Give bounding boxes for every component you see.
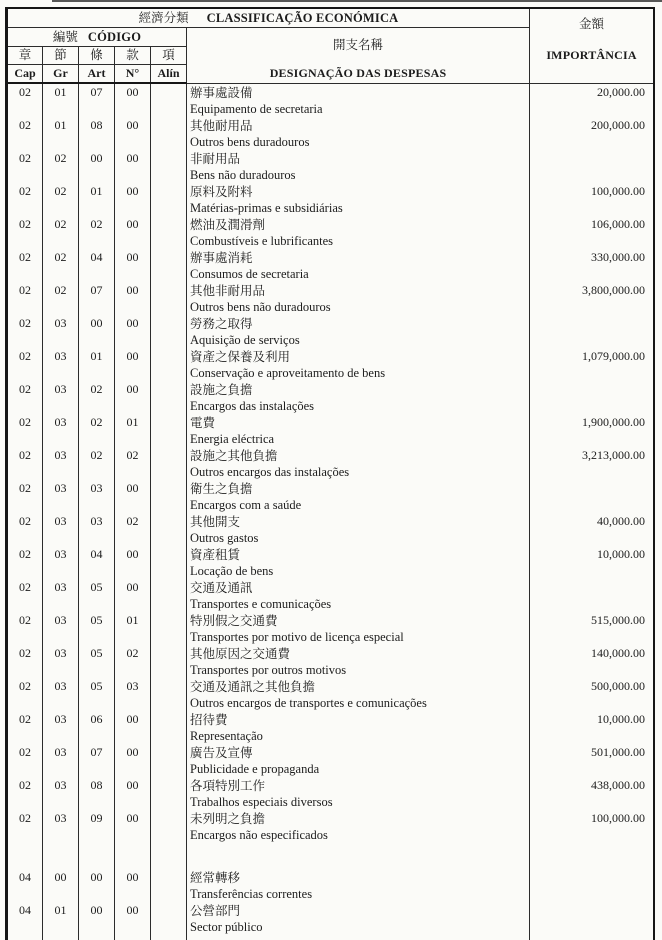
code-cell-alin xyxy=(151,315,187,348)
code-cell-art: 00 xyxy=(79,315,115,348)
col-header-alin-zh: 項 xyxy=(151,47,187,65)
code-cell-cap: 02 xyxy=(7,645,43,678)
code-cell-gr: 01 xyxy=(43,902,79,935)
code-cell-gr: 03 xyxy=(43,678,79,711)
code-cell-alin xyxy=(151,612,187,645)
code-cell-cap: 02 xyxy=(7,546,43,579)
code-cell-alin xyxy=(151,546,187,579)
table-row xyxy=(7,902,655,935)
code-cell-art: 07 xyxy=(79,744,115,777)
designation-pt: Transportes por motivo de licença especial xyxy=(190,629,404,644)
designation-cell xyxy=(187,513,530,546)
designation-cell xyxy=(187,480,530,513)
code-cell-art: 00 xyxy=(79,150,115,183)
designation-zh: 廣告及宣傳 xyxy=(190,745,253,760)
code-cell-n: 03 xyxy=(115,678,151,711)
code-cell-n: 00 xyxy=(115,216,151,249)
table-row xyxy=(7,777,655,810)
code-cell-n: 02 xyxy=(115,447,151,480)
code-cell-n: 01 xyxy=(115,414,151,447)
code-cell-alin xyxy=(151,117,187,150)
code-cell-alin xyxy=(151,711,187,744)
col-header-n-pt: N° xyxy=(115,65,151,84)
designation-cell xyxy=(187,546,530,579)
designation-zh: 交通及通訊之其他負擔 xyxy=(190,679,316,694)
amount-cell: 515,000.00 xyxy=(530,612,655,645)
amount-cell xyxy=(530,869,655,902)
table-row xyxy=(7,83,655,117)
table-container xyxy=(5,7,655,940)
amount-cell: 10,000.00 xyxy=(530,546,655,579)
designation-cell xyxy=(187,447,530,480)
code-cell-gr: 01 xyxy=(43,83,79,117)
designation-pt: Consumos de secretaria xyxy=(190,266,309,281)
col-header-art-zh: 條 xyxy=(79,47,115,65)
amount-cell: 40,000.00 xyxy=(530,513,655,546)
code-cell-art: 03 xyxy=(79,480,115,513)
designation-pt: Matérias-primas e subsidiárias xyxy=(190,200,343,215)
code-cell-art: 05 xyxy=(79,645,115,678)
spacer-cell xyxy=(79,843,115,869)
code-cell-cap: 02 xyxy=(7,249,43,282)
designation-cell xyxy=(187,810,530,843)
code-cell-gr: 03 xyxy=(43,480,79,513)
designation-zh: 資產租賃 xyxy=(190,547,241,562)
designation-pt: Trabalhos especiais diversos xyxy=(190,794,333,809)
code-cell-alin xyxy=(151,282,187,315)
code-cell-cap: 02 xyxy=(7,612,43,645)
code-cell-art: 00 xyxy=(79,869,115,902)
code-cell-art: 01 xyxy=(79,348,115,381)
code-cell-art: 04 xyxy=(79,546,115,579)
table-row xyxy=(7,348,655,381)
code-cell-art: 04 xyxy=(79,249,115,282)
code-cell-art: 07 xyxy=(79,83,115,117)
code-cell-gr: 02 xyxy=(43,150,79,183)
code-cell-art: 01 xyxy=(79,183,115,216)
code-cell-n: 00 xyxy=(115,711,151,744)
code-cell-art: 08 xyxy=(79,117,115,150)
code-cell-cap: 02 xyxy=(7,414,43,447)
amount-cell: 140,000.00 xyxy=(530,645,655,678)
col-header-gr-zh: 節 xyxy=(43,47,79,65)
amount-cell: 10,000.00 xyxy=(530,711,655,744)
filler-cell xyxy=(43,935,79,940)
code-cell-alin xyxy=(151,645,187,678)
amount-cell: 1,900,000.00 xyxy=(530,414,655,447)
table-row xyxy=(7,414,655,447)
designation-cell xyxy=(187,381,530,414)
code-cell-alin xyxy=(151,381,187,414)
designation-cell xyxy=(187,869,530,902)
code-cell-cap: 02 xyxy=(7,150,43,183)
amount-cell: 100,000.00 xyxy=(530,183,655,216)
code-cell-gr: 03 xyxy=(43,612,79,645)
table-row xyxy=(7,282,655,315)
designation-cell xyxy=(187,414,530,447)
designation-pt: Equipamento de secretaria xyxy=(190,101,323,116)
filler-cell xyxy=(530,935,655,940)
designation-zh: 辦事處設備 xyxy=(190,85,253,100)
code-cell-cap: 02 xyxy=(7,183,43,216)
col-header-gr-pt: Gr xyxy=(43,65,79,84)
code-cell-n: 00 xyxy=(115,902,151,935)
amount-header-zh: 金額 xyxy=(579,17,605,31)
designation-cell xyxy=(187,282,530,315)
designation-pt: Locação de bens xyxy=(190,563,274,578)
table-row xyxy=(7,315,655,348)
code-cell-alin xyxy=(151,83,187,117)
table-row xyxy=(7,612,655,645)
code-cell-art: 05 xyxy=(79,579,115,612)
code-cell-alin xyxy=(151,869,187,902)
code-cell-n: 00 xyxy=(115,869,151,902)
code-cell-cap: 02 xyxy=(7,513,43,546)
table-row xyxy=(7,744,655,777)
designation-zh: 資產之保養及利用 xyxy=(190,349,291,364)
code-cell-cap: 02 xyxy=(7,777,43,810)
code-cell-n: 00 xyxy=(115,183,151,216)
designation-pt: Encargos com a saúde xyxy=(190,497,302,512)
code-cell-art: 02 xyxy=(79,414,115,447)
amount-cell: 100,000.00 xyxy=(530,810,655,843)
designation-zh: 衛生之負擔 xyxy=(190,481,253,496)
col-header-n-zh: 款 xyxy=(115,47,151,65)
code-cell-cap: 02 xyxy=(7,678,43,711)
code-cell-gr: 03 xyxy=(43,381,79,414)
code-cell-n: 00 xyxy=(115,150,151,183)
designation-zh: 招待費 xyxy=(190,712,228,727)
code-cell-cap: 02 xyxy=(7,216,43,249)
designation-zh: 其他開支 xyxy=(190,514,241,529)
designation-zh: 非耐用品 xyxy=(190,151,241,166)
code-cell-gr: 03 xyxy=(43,744,79,777)
table-row xyxy=(7,513,655,546)
designation-pt: Encargos não especificados xyxy=(190,827,328,842)
designation-cell xyxy=(187,645,530,678)
code-cell-art: 02 xyxy=(79,381,115,414)
code-cell-gr: 03 xyxy=(43,579,79,612)
code-group-header-pt: CÓDIGO xyxy=(87,30,142,44)
designation-pt: Outros gastos xyxy=(190,530,259,545)
code-cell-alin xyxy=(151,447,187,480)
spacer-cell xyxy=(7,843,43,869)
amount-cell xyxy=(530,315,655,348)
table-header xyxy=(7,8,655,83)
code-cell-cap: 04 xyxy=(7,869,43,902)
code-cell-cap: 02 xyxy=(7,381,43,414)
code-cell-alin xyxy=(151,777,187,810)
table-row xyxy=(7,480,655,513)
code-cell-gr: 02 xyxy=(43,249,79,282)
amount-cell: 3,800,000.00 xyxy=(530,282,655,315)
designation-pt: Energia eléctrica xyxy=(190,431,275,446)
code-cell-alin xyxy=(151,216,187,249)
code-cell-alin xyxy=(151,513,187,546)
economic-classification-table xyxy=(5,7,655,940)
table-row xyxy=(7,579,655,612)
amount-cell: 3,213,000.00 xyxy=(530,447,655,480)
code-cell-n: 00 xyxy=(115,348,151,381)
amount-cell xyxy=(530,150,655,183)
col-header-alin-pt: Alín xyxy=(151,65,187,84)
designation-zh: 經常轉移 xyxy=(190,870,241,885)
code-cell-art: 00 xyxy=(79,902,115,935)
code-cell-gr: 03 xyxy=(43,810,79,843)
amount-cell xyxy=(530,902,655,935)
code-cell-gr: 03 xyxy=(43,777,79,810)
amount-cell: 438,000.00 xyxy=(530,777,655,810)
col-header-cap-zh: 章 xyxy=(7,47,43,65)
table-row xyxy=(7,645,655,678)
designation-column-header xyxy=(187,28,530,84)
filler-cell xyxy=(115,935,151,940)
filler-cell xyxy=(151,935,187,940)
designation-pt: Transportes por outros motivos xyxy=(190,662,347,677)
amount-cell xyxy=(530,579,655,612)
designation-cell xyxy=(187,315,530,348)
code-cell-cap: 02 xyxy=(7,117,43,150)
code-cell-cap: 02 xyxy=(7,83,43,117)
code-cell-alin xyxy=(151,678,187,711)
designation-pt: Combustíveis e lubrificantes xyxy=(190,233,334,248)
designation-cell xyxy=(187,678,530,711)
code-cell-n: 02 xyxy=(115,513,151,546)
code-cell-alin xyxy=(151,810,187,843)
code-group-header-zh: 編號 xyxy=(52,30,78,44)
amount-cell xyxy=(530,480,655,513)
spacer-cell xyxy=(115,843,151,869)
designation-pt: Transferências correntes xyxy=(190,886,313,901)
table-title-pt: CLASSIFICAÇÃO ECONÓMICA xyxy=(206,11,399,25)
designation-zh: 原料及附料 xyxy=(190,184,253,199)
amount-cell: 500,000.00 xyxy=(530,678,655,711)
code-cell-art: 09 xyxy=(79,810,115,843)
designation-cell xyxy=(187,902,530,935)
code-cell-gr: 03 xyxy=(43,414,79,447)
table-row xyxy=(7,711,655,744)
designation-zh: 未列明之負擔 xyxy=(190,811,266,826)
code-cell-gr: 03 xyxy=(43,315,79,348)
code-cell-gr: 02 xyxy=(43,216,79,249)
code-cell-gr: 03 xyxy=(43,546,79,579)
code-cell-art: 07 xyxy=(79,282,115,315)
code-cell-art: 06 xyxy=(79,711,115,744)
code-cell-n: 00 xyxy=(115,777,151,810)
code-cell-n: 00 xyxy=(115,315,151,348)
code-cell-alin xyxy=(151,249,187,282)
table-row xyxy=(7,869,655,902)
code-cell-gr: 03 xyxy=(43,711,79,744)
code-cell-art: 05 xyxy=(79,678,115,711)
scan-artifact-top-edge xyxy=(52,0,662,2)
amount-cell: 330,000.00 xyxy=(530,249,655,282)
code-cell-n: 00 xyxy=(115,381,151,414)
designation-zh: 各項特別工作 xyxy=(190,778,266,793)
designation-cell xyxy=(187,348,530,381)
code-cell-alin xyxy=(151,579,187,612)
code-cell-n: 00 xyxy=(115,249,151,282)
designation-cell xyxy=(187,249,530,282)
amount-cell: 106,000.00 xyxy=(530,216,655,249)
designation-header-zh: 開支名稱 xyxy=(333,38,384,52)
code-cell-gr: 03 xyxy=(43,348,79,381)
amount-cell: 20,000.00 xyxy=(530,83,655,117)
code-cell-n: 00 xyxy=(115,282,151,315)
designation-cell xyxy=(187,711,530,744)
designation-zh: 交通及通訊 xyxy=(190,580,253,595)
amount-cell: 501,000.00 xyxy=(530,744,655,777)
code-cell-cap: 02 xyxy=(7,810,43,843)
col-header-art-pt: Art xyxy=(79,65,115,84)
table-title-zh: 經濟分類 xyxy=(138,11,189,25)
designation-cell xyxy=(187,579,530,612)
code-cell-alin xyxy=(151,744,187,777)
code-cell-gr: 01 xyxy=(43,117,79,150)
amount-cell: 200,000.00 xyxy=(530,117,655,150)
code-cell-alin xyxy=(151,902,187,935)
designation-zh: 公營部門 xyxy=(190,903,241,918)
designation-pt: Outros encargos de transportes e comunicações xyxy=(190,695,427,710)
table-row xyxy=(7,150,655,183)
designation-pt: Conservação e aproveitamento de bens xyxy=(190,365,386,380)
designation-zh: 設施之其他負擔 xyxy=(190,448,278,463)
table-row xyxy=(7,810,655,843)
designation-cell xyxy=(187,216,530,249)
code-cell-alin xyxy=(151,348,187,381)
code-cell-gr: 03 xyxy=(43,513,79,546)
code-cell-cap: 02 xyxy=(7,579,43,612)
code-cell-alin xyxy=(151,480,187,513)
designation-cell xyxy=(187,777,530,810)
code-cell-cap: 02 xyxy=(7,744,43,777)
code-cell-gr: 03 xyxy=(43,447,79,480)
filler-cell xyxy=(79,935,115,940)
designation-zh: 辦事處消耗 xyxy=(190,250,253,265)
code-cell-art: 02 xyxy=(79,216,115,249)
code-cell-gr: 02 xyxy=(43,183,79,216)
table-row xyxy=(7,216,655,249)
code-cell-gr: 03 xyxy=(43,645,79,678)
code-cell-n: 00 xyxy=(115,83,151,117)
table-row xyxy=(7,447,655,480)
table-row xyxy=(7,678,655,711)
amount-cell xyxy=(530,381,655,414)
filler-cell xyxy=(187,935,530,940)
code-cell-art: 05 xyxy=(79,612,115,645)
amount-column-header xyxy=(530,8,655,83)
code-cell-n: 00 xyxy=(115,480,151,513)
table-row xyxy=(7,117,655,150)
code-cell-cap: 02 xyxy=(7,315,43,348)
table-row xyxy=(7,546,655,579)
code-group-header xyxy=(7,28,187,47)
designation-pt: Publicidade e propaganda xyxy=(190,761,320,776)
code-cell-alin xyxy=(151,414,187,447)
code-cell-art: 02 xyxy=(79,447,115,480)
code-cell-cap: 02 xyxy=(7,447,43,480)
code-cell-n: 00 xyxy=(115,546,151,579)
designation-zh: 特別假之交通費 xyxy=(190,613,278,628)
designation-zh: 其他原因之交通費 xyxy=(190,646,291,661)
amount-header-pt: IMPORTÂNCIA xyxy=(546,48,637,62)
designation-cell xyxy=(187,83,530,117)
code-cell-n: 00 xyxy=(115,117,151,150)
table-row xyxy=(7,381,655,414)
designation-pt: Bens não duradouros xyxy=(190,167,296,182)
spacer-cell xyxy=(187,843,530,869)
code-cell-n: 01 xyxy=(115,612,151,645)
code-cell-gr: 00 xyxy=(43,869,79,902)
table-body xyxy=(7,83,655,940)
spacer-row xyxy=(7,843,655,869)
filler-cell xyxy=(7,935,43,940)
designation-pt: Outros bens não duradouros xyxy=(190,299,331,314)
designation-zh: 其他非耐用品 xyxy=(190,283,266,298)
code-cell-art: 08 xyxy=(79,777,115,810)
col-header-cap-pt: Cap xyxy=(7,65,43,84)
spacer-cell xyxy=(530,843,655,869)
designation-pt: Sector público xyxy=(190,919,263,934)
code-cell-cap: 02 xyxy=(7,282,43,315)
code-cell-cap: 02 xyxy=(7,711,43,744)
designation-cell xyxy=(187,183,530,216)
filler-row xyxy=(7,935,655,940)
designation-zh: 設施之負擔 xyxy=(190,382,253,397)
designation-zh: 燃油及潤滑劑 xyxy=(190,217,266,232)
code-cell-cap: 02 xyxy=(7,348,43,381)
designation-cell xyxy=(187,150,530,183)
designation-zh: 電費 xyxy=(190,415,216,430)
code-cell-art: 03 xyxy=(79,513,115,546)
code-cell-n: 00 xyxy=(115,810,151,843)
designation-header-pt: DESIGNAÇÃO DAS DESPESAS xyxy=(269,66,447,80)
table-row xyxy=(7,249,655,282)
designation-cell xyxy=(187,612,530,645)
designation-pt: Encargos das instalações xyxy=(190,398,315,413)
code-cell-alin xyxy=(151,183,187,216)
table-row xyxy=(7,183,655,216)
code-cell-n: 00 xyxy=(115,744,151,777)
table-title xyxy=(7,8,530,28)
designation-pt: Outros bens duradouros xyxy=(190,134,310,149)
designation-cell xyxy=(187,744,530,777)
designation-zh: 其他耐用品 xyxy=(190,118,253,133)
designation-pt: Representação xyxy=(190,728,263,743)
spacer-cell xyxy=(151,843,187,869)
amount-cell: 1,079,000.00 xyxy=(530,348,655,381)
code-cell-n: 00 xyxy=(115,579,151,612)
spacer-cell xyxy=(43,843,79,869)
designation-pt: Aquisição de serviços xyxy=(190,332,300,347)
designation-pt: Transportes e comunicações xyxy=(190,596,332,611)
designation-pt: Outros encargos das instalações xyxy=(190,464,350,479)
designation-zh: 勞務之取得 xyxy=(190,316,253,331)
code-cell-alin xyxy=(151,150,187,183)
code-cell-n: 02 xyxy=(115,645,151,678)
code-cell-cap: 02 xyxy=(7,480,43,513)
designation-cell xyxy=(187,117,530,150)
code-cell-gr: 02 xyxy=(43,282,79,315)
code-cell-cap: 04 xyxy=(7,902,43,935)
